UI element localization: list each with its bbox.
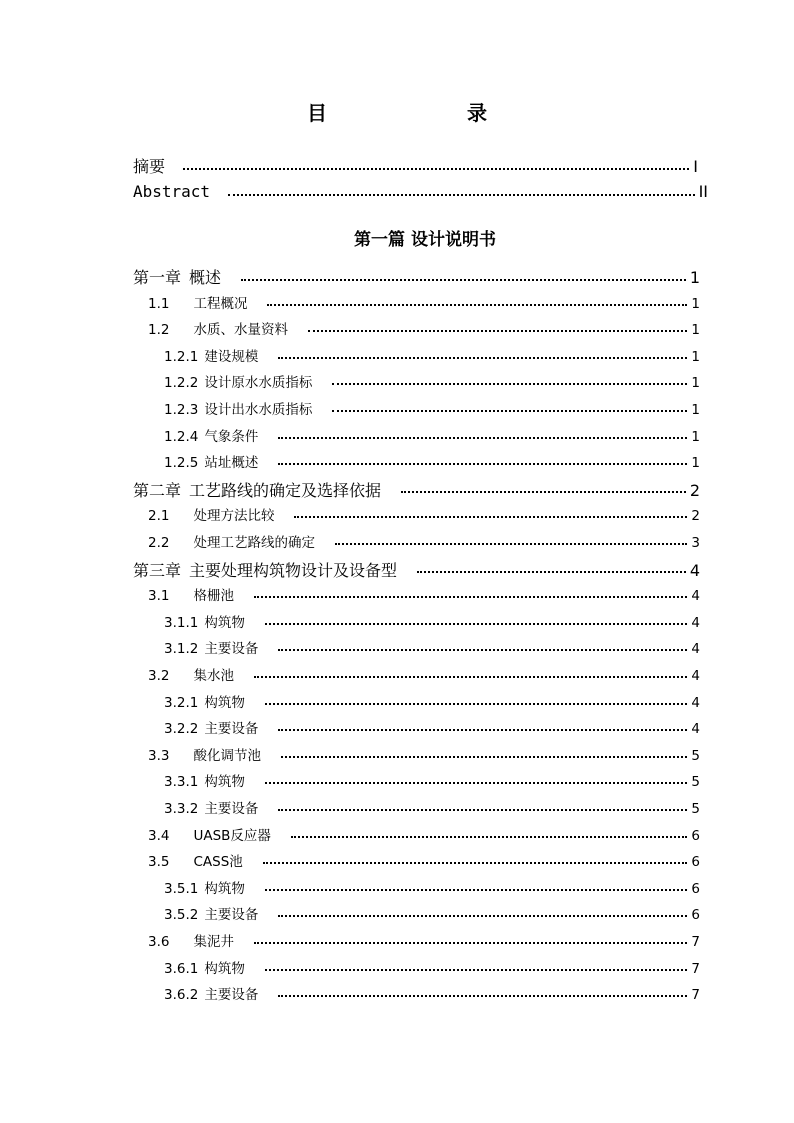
toc-entry[interactable] — [148, 318, 700, 338]
toc-entry-label: 设计原水水质指标 — [204, 375, 313, 392]
toc-entry-label: 工艺路线的确定及选择依据 — [189, 480, 382, 500]
page-title: 目 录 — [307, 101, 547, 125]
toc-entry[interactable] — [164, 770, 700, 790]
toc-entry-label: 摘要 — [133, 157, 166, 176]
toc-entry[interactable] — [164, 957, 700, 977]
toc-entry-page: 1 — [691, 455, 700, 472]
dot-leader — [278, 729, 687, 731]
toc-entry-number: 3.6.1 — [164, 960, 199, 977]
toc-entry-page: 4 — [691, 721, 700, 738]
toc-entry-label: 概述 — [189, 268, 222, 287]
toc-entry-label: 设计出水水质指标 — [204, 402, 313, 418]
toc-entry-label: UASB反应器 — [193, 827, 271, 844]
toc-entry-page: 5 — [691, 747, 700, 764]
toc-entry[interactable] — [133, 154, 698, 177]
toc-entry-number: 3.2.2 — [164, 721, 199, 738]
toc-entry-number: 3.3.2 — [164, 801, 199, 817]
toc-entry-label: 主要设备 — [204, 721, 259, 738]
dot-leader — [332, 410, 687, 412]
toc-entry-page: II — [698, 182, 708, 201]
toc-entry-number: 3.1 — [148, 588, 170, 605]
toc-entry[interactable] — [164, 611, 700, 631]
toc-entry[interactable] — [148, 504, 700, 524]
dot-leader — [401, 491, 686, 493]
toc-entry-label: 构筑物 — [204, 614, 245, 631]
dot-leader — [254, 596, 687, 598]
toc-entry-label: 主要设备 — [204, 641, 259, 658]
toc-entry-number: 3.5.2 — [164, 907, 199, 924]
toc-entry[interactable] — [164, 371, 700, 391]
toc-entry[interactable] — [164, 345, 700, 365]
toc-entry-label: 处理工艺路线的确定 — [193, 535, 315, 551]
toc-entry-number: 1.2.2 — [164, 375, 199, 392]
toc-entry[interactable] — [133, 182, 708, 201]
toc-entry-label: 集水池 — [193, 668, 234, 684]
toc-entry-number: 3.4 — [148, 827, 170, 844]
dot-leader — [265, 623, 688, 625]
dot-leader — [278, 915, 687, 917]
toc-entry-number: 3.6.2 — [164, 987, 199, 1004]
dot-leader — [291, 836, 687, 838]
toc-entry-page: 5 — [691, 774, 700, 791]
toc-entry-label: 主要处理构筑物设计及设备型 — [189, 560, 398, 580]
dot-leader — [278, 437, 687, 439]
toc-entry[interactable] — [148, 850, 700, 870]
toc-entry-page: 3 — [691, 535, 700, 551]
toc-entry-number: 3.5.1 — [164, 880, 199, 897]
toc-entry[interactable] — [164, 637, 700, 657]
toc-entry-page: 1 — [691, 322, 700, 339]
toc-entry-label: 建设规模 — [204, 348, 259, 365]
toc-entry-label: CASS池 — [193, 854, 243, 871]
dot-leader — [265, 782, 688, 784]
toc-entry-page: 4 — [689, 560, 700, 580]
toc-entry-page: 4 — [691, 641, 700, 658]
toc-entry[interactable] — [164, 451, 700, 471]
toc-entry[interactable] — [164, 398, 700, 418]
toc-entry-page: 6 — [691, 880, 700, 897]
dot-leader — [263, 862, 688, 864]
toc-entry-number: 3.3.1 — [164, 774, 199, 791]
toc-entry-label: 格栅池 — [193, 588, 234, 605]
toc-entry-page: 4 — [691, 588, 700, 605]
toc-entry[interactable] — [164, 691, 700, 711]
toc-entry-label: 酸化调节池 — [193, 747, 261, 764]
toc-entry-number: 3.5 — [148, 854, 170, 871]
toc-entry[interactable] — [148, 531, 700, 551]
dot-leader — [308, 330, 687, 332]
toc-entry[interactable] — [148, 930, 700, 950]
toc-entry-label: 站址概述 — [204, 455, 259, 472]
toc-entry-number: 1.2.3 — [164, 402, 199, 418]
toc-entry-number: 1.2.5 — [164, 455, 199, 472]
toc-entry-label: 构筑物 — [204, 774, 245, 791]
toc-entry-label: Abstract — [133, 182, 211, 201]
toc-entry-page: 2 — [691, 508, 700, 525]
dot-leader — [228, 194, 695, 196]
toc-entry-page: 6 — [691, 907, 700, 924]
toc-entry[interactable] — [133, 558, 700, 581]
toc-entry-page: 7 — [691, 960, 700, 977]
toc-entry-label: 主要设备 — [204, 801, 259, 817]
toc-entry-number: 3.1.1 — [164, 614, 199, 631]
toc-entry-page: 1 — [691, 295, 700, 312]
toc-entry-page: 5 — [691, 801, 700, 817]
dot-leader — [265, 703, 688, 705]
toc-entry-number: 1.2 — [148, 322, 170, 339]
toc-entry-label: 主要设备 — [204, 987, 259, 1004]
dot-leader — [254, 942, 687, 944]
toc-entry-page: 4 — [691, 668, 700, 684]
toc-entry-number: 3.1.2 — [164, 641, 199, 658]
toc-entry[interactable] — [148, 744, 700, 764]
dot-leader — [278, 649, 687, 651]
toc-entry[interactable] — [148, 824, 700, 844]
toc-entry-label: 集泥井 — [193, 934, 234, 950]
part-title: 第一篇 设计说明书 — [354, 230, 496, 250]
toc-entry-page: 7 — [691, 934, 700, 950]
dot-leader — [278, 463, 687, 465]
dot-leader — [241, 279, 686, 281]
toc-entry[interactable] — [148, 664, 700, 684]
toc-entry-label: 构筑物 — [204, 694, 245, 711]
toc-entry-number: 1.2.4 — [164, 428, 199, 445]
toc-entry-number: 2.2 — [148, 535, 170, 551]
dot-leader — [254, 676, 687, 678]
toc-entry-number: 3.3 — [148, 747, 170, 764]
toc-entry[interactable] — [133, 478, 700, 501]
toc-entry[interactable] — [164, 903, 700, 923]
toc-entry-number: 1.2.1 — [164, 348, 199, 365]
dot-leader — [417, 571, 686, 573]
toc-entry[interactable] — [164, 425, 700, 445]
toc-entry-number: 1.1 — [148, 295, 170, 312]
dot-leader — [278, 995, 687, 997]
toc-entry-page: 1 — [691, 375, 700, 392]
toc-entry[interactable] — [164, 877, 700, 897]
toc-entry-page: 1 — [689, 268, 700, 287]
toc-entry-page: 1 — [691, 402, 700, 418]
dot-leader — [267, 304, 687, 306]
toc-entry-page: 2 — [689, 480, 700, 500]
toc-entry-number: 第二章 — [133, 480, 182, 500]
dot-leader — [278, 357, 687, 359]
toc-entry-number: 3.6 — [148, 934, 170, 950]
toc-entry-page: I — [693, 157, 698, 176]
toc-entry-label: 主要设备 — [204, 907, 259, 924]
toc-entry-label: 水质、水量资料 — [193, 322, 288, 339]
toc-entry-label: 工程概况 — [193, 295, 248, 312]
toc-entry-number: 3.2 — [148, 668, 170, 684]
toc-entry-page: 6 — [691, 854, 700, 871]
dot-leader — [265, 969, 688, 971]
toc-entry-page: 1 — [691, 428, 700, 445]
toc-entry-page: 4 — [691, 614, 700, 631]
toc-entry[interactable] — [148, 292, 700, 312]
toc-entry[interactable] — [148, 584, 700, 604]
toc-entry-label: 处理方法比较 — [193, 508, 275, 525]
toc-entry-page: 6 — [691, 827, 700, 844]
toc-entry-page: 1 — [691, 348, 700, 365]
toc-entry-label: 构筑物 — [204, 880, 245, 897]
dot-leader — [294, 516, 687, 518]
toc-entry-number: 第三章 — [133, 560, 182, 580]
toc-entry[interactable] — [133, 265, 700, 288]
toc-entry-number: 3.2.1 — [164, 694, 199, 711]
dot-leader — [265, 889, 688, 891]
toc-entry-number: 2.1 — [148, 508, 170, 525]
toc-entry[interactable] — [164, 797, 700, 817]
toc-entry-page: 7 — [691, 987, 700, 1004]
dot-leader — [332, 383, 687, 385]
toc-entry-page: 4 — [691, 694, 700, 711]
toc-entry-number: 第一章 — [133, 268, 182, 287]
dot-leader — [278, 809, 687, 811]
dot-leader — [335, 543, 687, 545]
toc-entry[interactable] — [164, 717, 700, 737]
dot-leader — [281, 756, 687, 758]
toc-entry[interactable] — [164, 983, 700, 1003]
toc-entry-label: 构筑物 — [204, 960, 245, 977]
toc-entry-label: 气象条件 — [204, 428, 259, 445]
dot-leader — [183, 168, 689, 170]
